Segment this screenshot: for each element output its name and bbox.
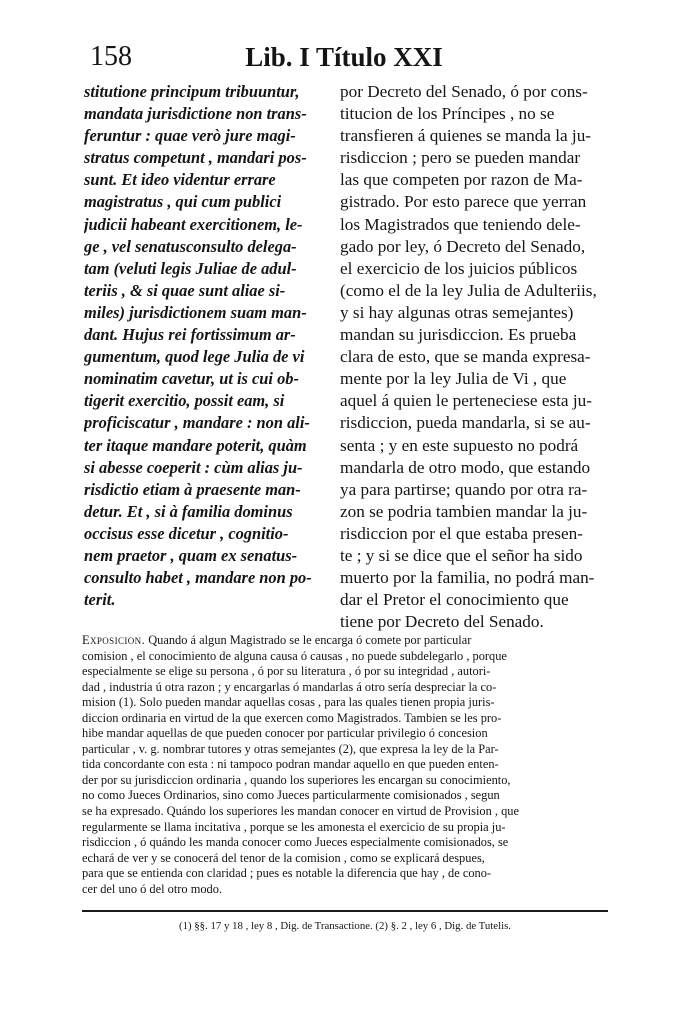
- latin-text-line: gumentum, quod lege Julia de vi: [84, 347, 305, 367]
- spanish-text-line: ya para partirse; quando por otra ra-: [340, 479, 588, 499]
- spanish-text-line: risdiccion, pueda mandarla, si se au-: [340, 413, 591, 433]
- exposicion-heading: Exposicion.: [82, 633, 146, 647]
- spanish-text-line: titucion de los Príncipes , no se: [340, 104, 555, 124]
- spanish-text-line: dar el Pretor el conocimiento que: [340, 590, 569, 610]
- latin-text-line: consulto habet , mandare non po-: [84, 568, 312, 588]
- exposicion-text-line: especialmente se elige su persona , ó por su literatura , ó por su integridad , autori-: [82, 664, 491, 679]
- exposicion-text-line: particular , v. g. nombrar tutores y otras semejantes (2), que expresa la ley de la Par-: [82, 741, 499, 756]
- latin-text-line: ge , vel senatusconsulto delega-: [84, 236, 297, 256]
- spanish-text-line: senta ; y en este supuesto no podrá: [340, 435, 579, 455]
- spanish-text-line: aquel á quien le perteneciese esta ju-: [340, 391, 592, 411]
- latin-text-line: miles) jurisdictionem suam man-: [84, 302, 307, 322]
- exposicion-text-line: cer del uno ó del otro modo.: [82, 881, 223, 896]
- latin-text-line: tam (veluti legis Juliae de adul-: [84, 258, 297, 278]
- exposicion-text-line: diccion ordinaria en virtud de la que exercen como Magistrados. Tambien se les pro-: [82, 710, 502, 725]
- spanish-translation-column: [340, 81, 610, 633]
- latin-text-line: si abesse coeperit : cùm alias ju-: [84, 457, 303, 477]
- latin-text-line: stitutione principum tribuuntur,: [84, 82, 300, 101]
- spanish-text-line: y si hay algunas otras semejantes): [340, 302, 574, 322]
- exposicion-text-line: echará de ver y se conocerá del tenor de la comision , como se explicará despues,: [82, 850, 485, 865]
- spanish-text-line: las que competen por razon de Ma-: [340, 170, 583, 190]
- latin-text-line: tigerit exercitio, possit eam, si: [84, 391, 285, 411]
- spanish-text-line: clara de esto, que se manda expresa-: [340, 347, 591, 367]
- running-title: Lib. I Título XXI: [245, 42, 443, 72]
- exposicion-commentary: [82, 633, 608, 897]
- exposicion-text-line: hibe mandar aquellas de que pueden conocer por particular privilegio ó concesion: [82, 726, 488, 741]
- spanish-text-line: mandan su jurisdiccion. Es prueba: [340, 325, 577, 345]
- spanish-text-line: gado por ley, ó Decreto del Senado,: [340, 236, 586, 256]
- exposicion-first-line: [82, 633, 608, 649]
- latin-text-line: nem praetor , quam ex senatus-: [84, 545, 298, 565]
- page-number: 158: [90, 41, 132, 72]
- exposicion-text-line: se ha expresado. Quándo los superiores les mandan conocer en virtud de Provision , que: [82, 804, 519, 819]
- spanish-text-line: zon se podria tambien mandar la ju-: [340, 501, 588, 521]
- latin-text-line: teriis , & si quae sunt aliae si-: [84, 280, 286, 300]
- spanish-text-line: el exercicio de los juicios públicos: [340, 258, 578, 278]
- latin-text-line: stratus competunt , mandari pos-: [84, 148, 307, 168]
- exposicion-text-line: dad , industria ú otra razon ; y encargarlas ó mandarlas á otro sería despreciar la co-: [82, 679, 497, 694]
- spanish-text-line: muerto por la familia, no podrá man-: [340, 568, 595, 588]
- latin-text-line: terit.: [84, 590, 116, 610]
- latin-text-line: risdictio etiam à praesente man-: [84, 479, 301, 499]
- footnote-separator-rule: [82, 910, 608, 912]
- spanish-text-line: mente por la ley Julia de Vi , que: [340, 369, 567, 389]
- latin-text-line: detur. Et , si à familia dominus: [84, 501, 293, 521]
- latin-text-line: proficiscatur , mandare : non ali-: [84, 413, 310, 433]
- exposicion-text-line: regularmente se llama incitativa , porque se les amonesta el exercicio de su propia ju-: [82, 819, 506, 834]
- spanish-text-line: te ; y si se dice que el señor ha sido: [340, 545, 583, 565]
- latin-text-line: feruntur : quae verò jure magi-: [84, 126, 296, 146]
- spanish-text-line: tiene por Decreto del Senado.: [340, 612, 544, 632]
- latin-text-line: occisus esse dicetur , cognitio-: [84, 523, 289, 543]
- spanish-text-line: por Decreto del Senado, ó por cons-: [340, 82, 588, 101]
- spanish-text-line: (como el de la ley Julia de Adulteriis,: [340, 280, 597, 300]
- exposicion-text-line: tida concordante con esta : ni tampoco podran mandar aquello en que pueden enten-: [82, 757, 499, 772]
- latin-text-line: dant. Hujus rei fortissimum ar-: [84, 325, 296, 345]
- exposicion-first-line-text: Quando á algun Magistrado se le encarga ó comete por particular: [148, 633, 472, 647]
- latin-text-line: judicii habeant exercitionem, le-: [84, 214, 303, 234]
- spanish-text-line: los Magistrados que teniendo dele-: [340, 214, 581, 234]
- footnote: (1) §§. 17 y 18 , ley 8 , Dig. de Transactione. (2) §. 2 , ley 6 , Dig. de Tutelis.: [179, 920, 511, 932]
- exposicion-text-line: der por su jurisdiccion ordinaria , quando los superiores les encargan su conocimiento,: [82, 772, 511, 787]
- exposicion-text-line: risdiccion , ó quándo les manda conocer como Jueces especialmente comisionados, se: [82, 835, 509, 850]
- latin-text-line: mandata jurisdictione non trans-: [84, 104, 307, 124]
- latin-text-column: [84, 81, 324, 611]
- exposicion-text-line: para que se entienda con claridad ; pues es notable la diferencia que hay , de cono-: [82, 866, 492, 881]
- latin-text-line: magistratus , qui cum publici: [84, 192, 282, 212]
- latin-text-line: sunt. Et ideo videntur errare: [84, 170, 276, 190]
- spanish-text-line: gistrado. Por esto parece que yerran: [340, 192, 587, 212]
- latin-text-line: ter itaque mandare poterit, quàm: [84, 435, 307, 455]
- spanish-text-line: mandarla de otro modo, que estando: [340, 457, 591, 477]
- exposicion-text-line: no como Jueces Ordinarios, sino como Jueces particularmente comisionados , segun: [82, 788, 500, 803]
- exposicion-text-line: comision , el conocimiento de alguna causa ó causas , no puede subdelegarlo , porque: [82, 648, 507, 663]
- spanish-text-line: transfieren á quienes se manda la ju-: [340, 126, 592, 146]
- spanish-text-line: risdiccion ; pero se pueden mandar: [340, 148, 581, 168]
- exposicion-text-line: mision (1). Solo pueden mandar aquellas cosas , para las quales tienen propia juris-: [82, 695, 495, 710]
- latin-text-line: nominatim cavetur, ut is cui ob-: [84, 369, 299, 389]
- page-header: [84, 40, 604, 76]
- spanish-text-line: risdiccion por el que estaba presen-: [340, 523, 583, 543]
